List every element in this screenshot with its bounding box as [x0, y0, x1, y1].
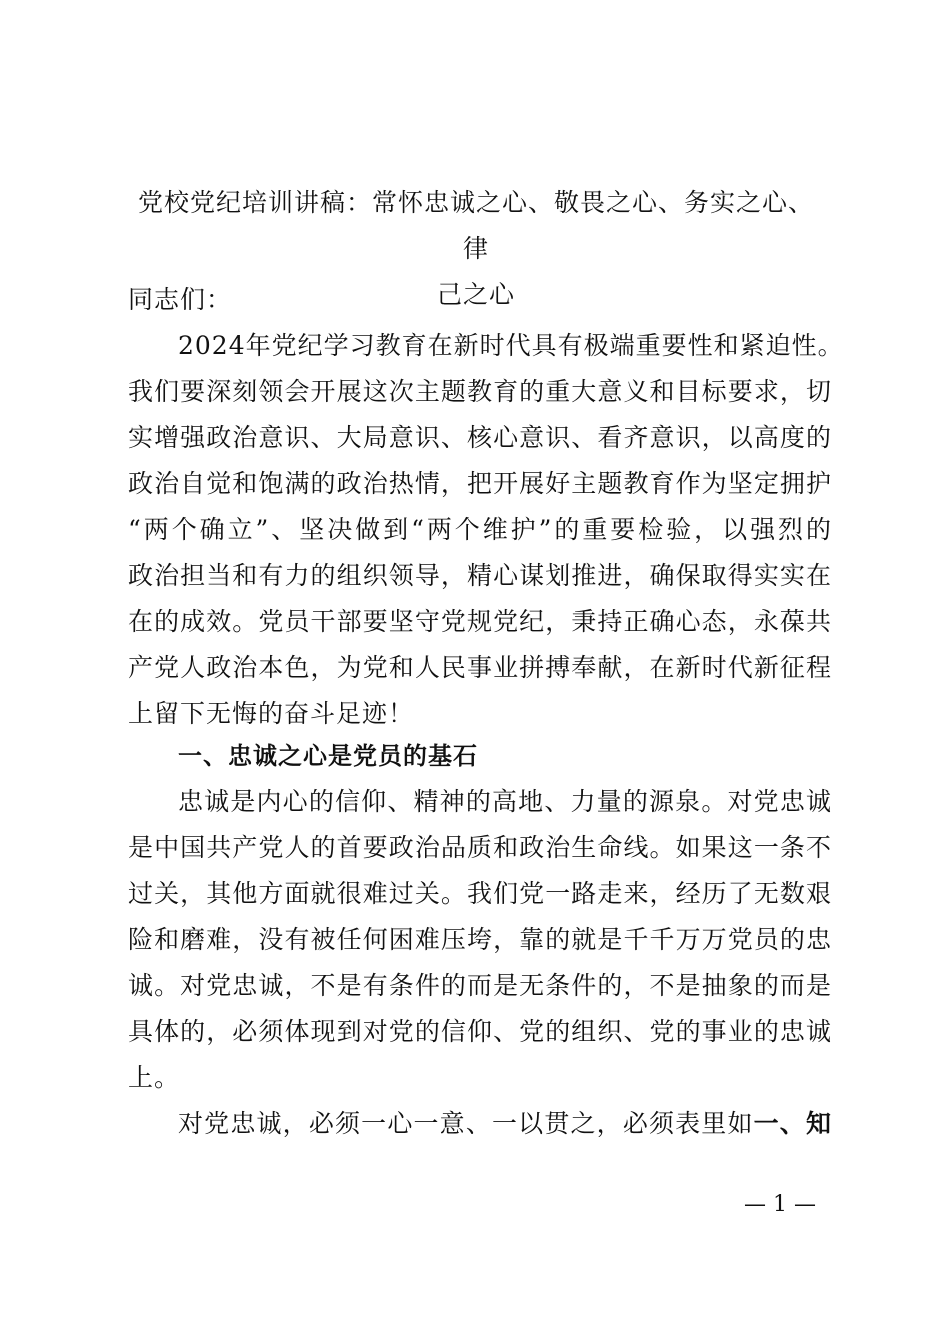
paragraph-text: 对党忠诚，必须一心一意、一以贯之，必须表里如	[178, 1109, 754, 1138]
paragraph-loyalty-continued	[128, 1101, 832, 1147]
paragraph-bold-text: 一、知	[753, 1109, 832, 1138]
paragraph-intro	[128, 323, 844, 737]
paragraph-line: 在的成效。党员干部要坚守党规党纪，秉持正确心态，永葆共	[128, 607, 832, 636]
title-line-2: 己之心	[436, 280, 515, 309]
paragraph-line: 险和磨难，没有被任何困难压垮，靠的就是千千万万党员的忠	[128, 925, 832, 954]
paragraph-line: 过关，其他方面就很难过关。我们党一路走来，经历了无数艰	[128, 879, 832, 908]
paragraph-line: 忠诚是内心的信仰、精神的高地、力量的源泉。对党忠诚	[178, 787, 832, 816]
paragraph-line: 上。	[128, 1063, 181, 1092]
paragraph-line: “两个确立”、坚决做到“两个维护”的重要检验，以强烈的	[128, 515, 832, 544]
paragraph-line: 诚。对党忠诚，不是有条件的而是无条件的，不是抽象的而是	[128, 971, 832, 1000]
paragraph-line: 是中国共产党人的首要政治品质和政治生命线。如果这一条不	[128, 833, 832, 862]
paragraph-line: 2024年党纪学习教育在新时代具有极端重要性和紧迫性。	[178, 331, 844, 360]
paragraph-line: 政治自觉和饱满的政治热情，把开展好主题教育作为坚定拥护	[128, 469, 832, 498]
paragraph-line: 实增强政治意识、大局意识、核心意识、看齐意识，以高度的	[128, 423, 832, 452]
title-line-1: 党校党纪培训讲稿：常怀忠诚之心、敬畏之心、务实之心、律	[137, 188, 814, 263]
paragraph-line: 我们要深刻领会开展这次主题教育的重大意义和目标要求，切	[128, 377, 832, 406]
paragraph-line: 产党人政治本色，为党和人民事业拼搏奉献，在新时代新征程	[128, 653, 832, 682]
paragraph-line: 政治担当和有力的组织领导，精心谋划推进，确保取得实实在	[128, 561, 832, 590]
paragraph-line: 具体的，必须体现到对党的信仰、党的组织、党的事业的忠诚	[128, 1017, 832, 1046]
paragraph-line	[128, 1101, 832, 1147]
paragraph-line: 上留下无悔的奋斗足迹！	[128, 699, 415, 728]
page-number: — 1 —	[744, 1192, 816, 1217]
greeting: 同志们：	[128, 285, 233, 314]
section-heading: 一、忠诚之心是党员的基石	[178, 742, 478, 770]
paragraph-loyalty	[128, 779, 832, 1101]
